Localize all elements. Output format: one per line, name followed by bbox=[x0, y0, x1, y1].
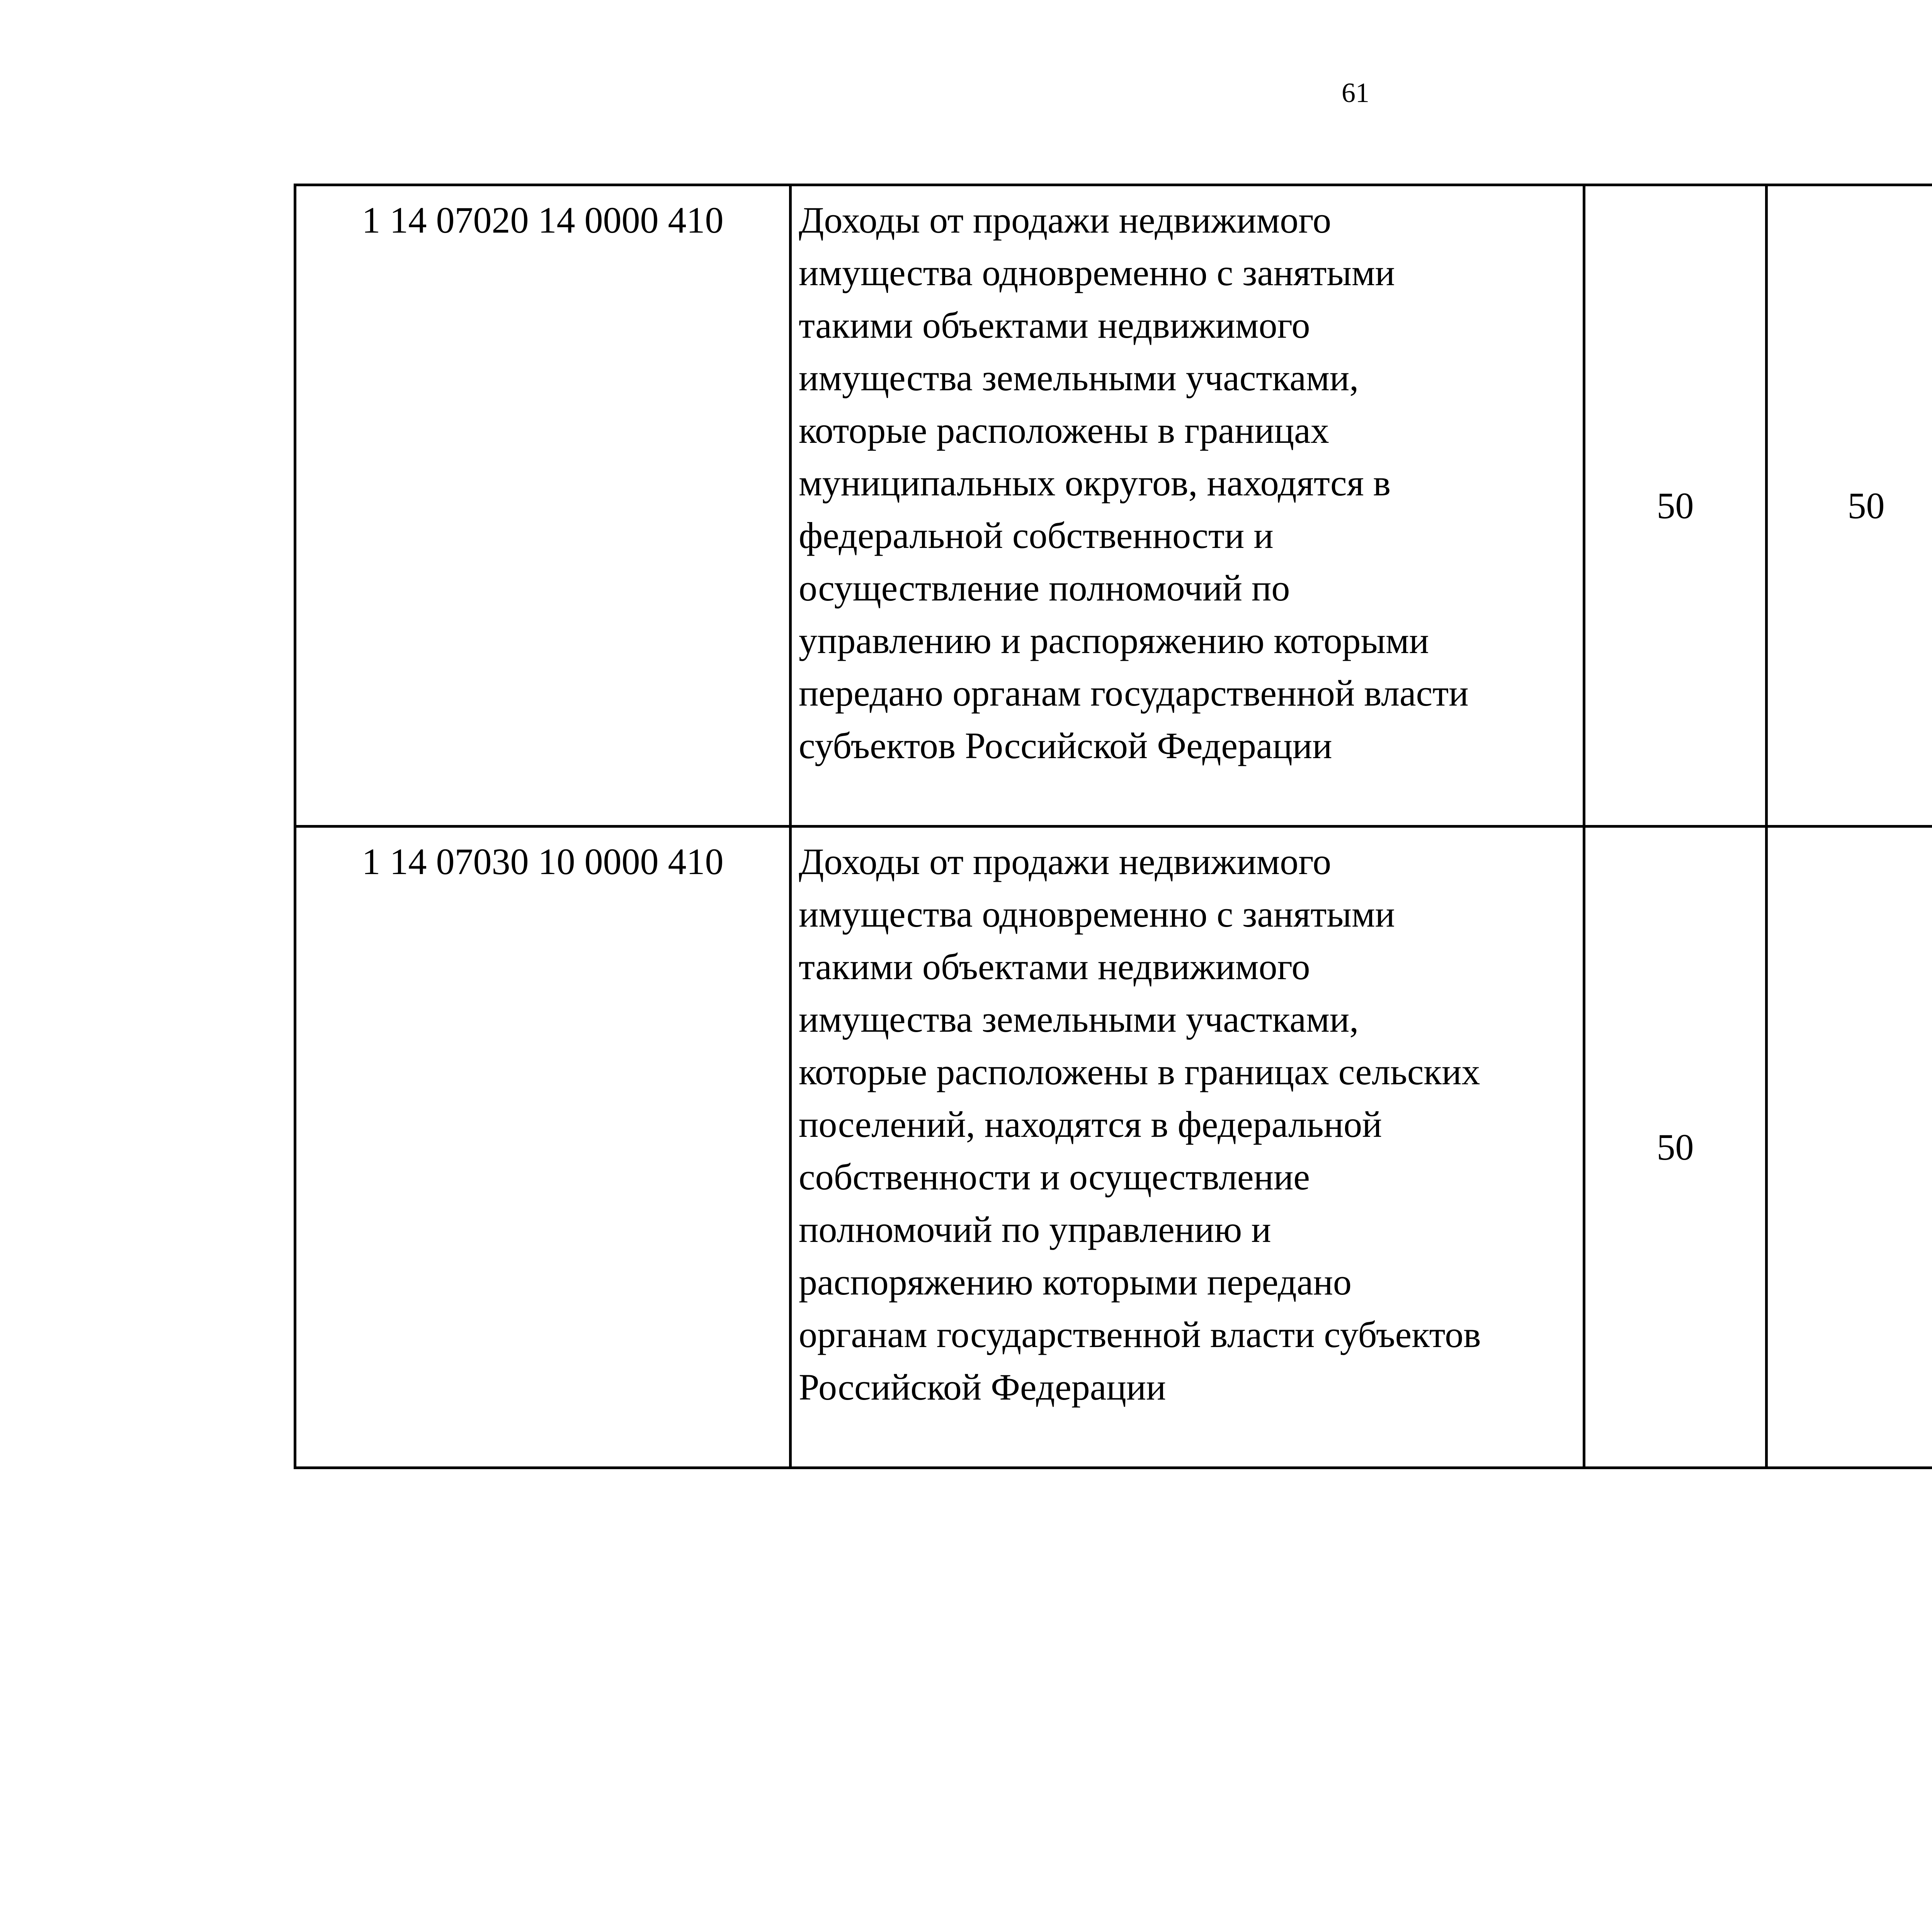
description-line: субъектов Российской Федерации bbox=[799, 725, 1332, 766]
description-line: полномочий по управлению и bbox=[799, 1209, 1271, 1250]
description-line: такими объектами недвижимого bbox=[799, 304, 1310, 346]
description-line: органам государственной власти субъектов bbox=[799, 1314, 1481, 1355]
table-row bbox=[295, 185, 1932, 827]
value-cell-2 bbox=[1767, 827, 1932, 1468]
value-cell-1: 50 bbox=[1584, 827, 1767, 1468]
description-cell bbox=[791, 185, 1584, 827]
description-line: которые расположены в границах сельских bbox=[799, 1051, 1480, 1092]
table-row bbox=[295, 827, 1932, 1468]
description-line: собственности и осуществление bbox=[799, 1156, 1310, 1197]
value-cell-2: 50 bbox=[1767, 185, 1932, 827]
description-line: имущества земельными участками, bbox=[799, 998, 1359, 1040]
description-line: имущества одновременно с занятыми bbox=[799, 893, 1395, 935]
page-number: 61 bbox=[1342, 77, 1369, 108]
description-line: передано органам государственной власти bbox=[799, 672, 1469, 714]
description-line: Доходы от продажи недвижимого bbox=[799, 841, 1332, 882]
description-line: которые расположены в границах bbox=[799, 410, 1329, 451]
budget-code-cell: 1 14 07030 10 0000 410 bbox=[295, 827, 791, 1468]
description-line: такими объектами недвижимого bbox=[799, 946, 1310, 987]
description-line: поселений, находятся в федеральной bbox=[799, 1104, 1382, 1145]
revenue-table bbox=[294, 184, 1932, 1469]
description-line: имущества земельными участками, bbox=[799, 357, 1359, 398]
description-line: осуществление полномочий по bbox=[799, 567, 1290, 609]
description-line: Российской Федерации bbox=[799, 1366, 1166, 1408]
description-line: муниципальных округов, находятся в bbox=[799, 462, 1391, 503]
description-line: имущества одновременно с занятыми bbox=[799, 252, 1395, 293]
description-line: Доходы от продажи недвижимого bbox=[799, 199, 1332, 241]
description-line: управлению и распоряжению которыми bbox=[799, 620, 1429, 661]
budget-code-cell: 1 14 07020 14 0000 410 bbox=[295, 185, 791, 827]
description-line: федеральной собственности и bbox=[799, 515, 1274, 556]
value-cell-1: 50 bbox=[1584, 185, 1767, 827]
description-cell bbox=[791, 827, 1584, 1468]
description-line: распоряжению которыми передано bbox=[799, 1261, 1352, 1303]
